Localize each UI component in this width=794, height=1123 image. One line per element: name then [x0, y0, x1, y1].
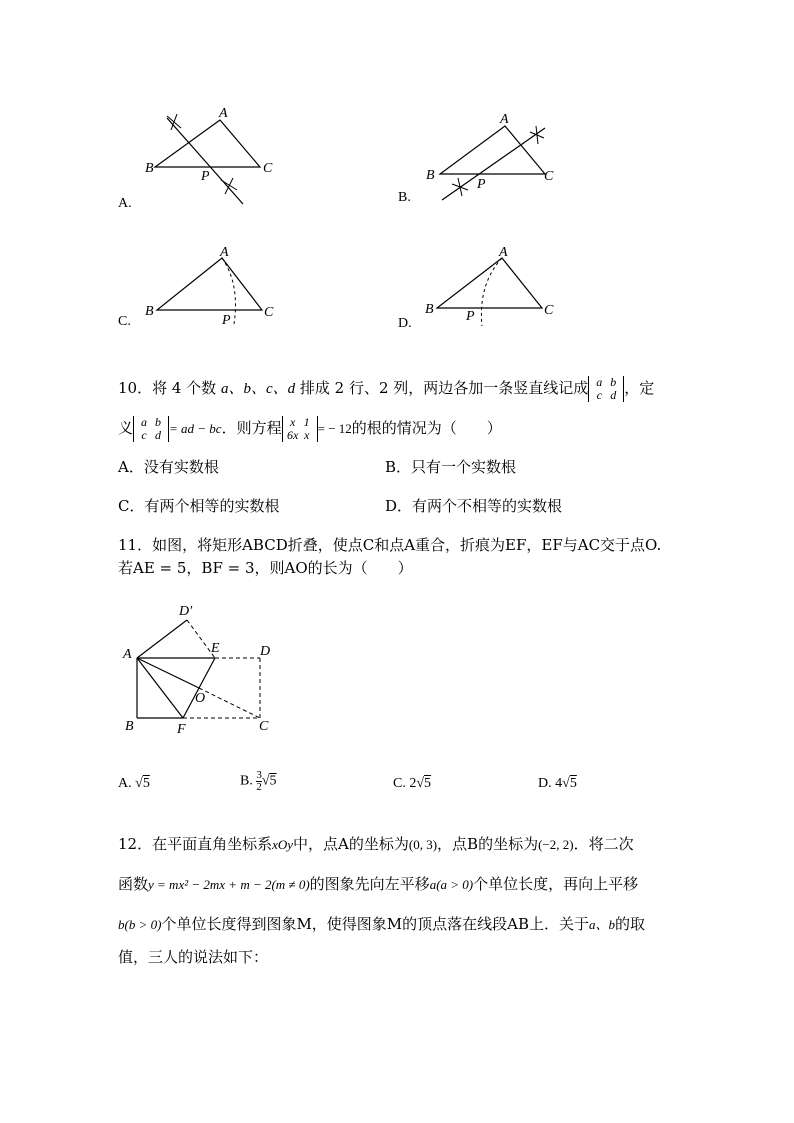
q10-text-f: 的根的情况为（ ） [351, 419, 502, 437]
q10-text-a: 10．将 4 个数 [118, 379, 221, 397]
q12-line1: 12．在平面直角坐标系xOy中，点A的坐标为(0, 3)，点B的坐标为(−2, 2)．将二次 [118, 835, 634, 853]
q10-option-d[interactable]: D．有两个不相等的实数根 [385, 497, 563, 515]
sqrt-icon: √ [135, 776, 143, 791]
label-b: B [426, 168, 435, 183]
label-a: A [219, 106, 228, 121]
label-a: A [123, 647, 132, 662]
q11-option-a[interactable]: A. √5 [118, 776, 150, 791]
triangle-d-svg [420, 244, 570, 334]
q11-option-b[interactable]: B. $\frac{3}{2}$ √5 [240, 769, 277, 793]
label-b: B [145, 161, 154, 176]
q10-formula: = ad − bc [169, 421, 222, 436]
figure-q9-b [420, 106, 580, 216]
label-e: E [211, 641, 220, 656]
label-p: P [222, 313, 231, 328]
triangle-a-svg [115, 100, 275, 220]
label-a: A [500, 112, 509, 127]
label-b: B [425, 302, 434, 317]
q11-option-d[interactable]: D. 4√5 [538, 776, 577, 791]
q12-line2: 函数y = mx² − 2mx + m − 2(m ≠ 0)的图象先向左平移a(a > 0)个单位长度，再向上平移 [118, 875, 639, 893]
label-c: C [263, 161, 273, 176]
figure-q9-a [115, 100, 275, 220]
determinant-equation: x 1 6x x [282, 416, 318, 442]
q10-text-e: ．则方程 [221, 419, 282, 437]
sqrt-icon: √ [416, 776, 425, 791]
label-c: C [259, 719, 269, 734]
label-o: O [195, 691, 206, 706]
option-q9-c[interactable]: C. [118, 314, 131, 329]
label-b: B [145, 304, 154, 319]
q10-eq-rhs: = − 12 [317, 421, 352, 436]
q10-line2 [118, 416, 502, 442]
q11-line1: 11．如图，将矩形ABCD折叠，使点C和点A重合，折痕为EF，EF与AC交于点O. [118, 536, 662, 554]
q10-option-b[interactable]: B．只有一个实数根 [385, 458, 517, 476]
option-q9-b[interactable]: B. [398, 190, 411, 205]
label-a: A [220, 245, 229, 260]
q10-option-c[interactable]: C．有两个相等的实数根 [118, 497, 280, 515]
label-dprime: D′ [179, 604, 193, 619]
option-q9-a[interactable]: A. [118, 196, 132, 211]
label-f: F [177, 722, 186, 737]
q10-text-b: 排成 2 行、2 列，两边各加一条竖直线记成 [295, 379, 589, 397]
q10-option-a[interactable]: A．没有实数根 [118, 458, 219, 476]
label-d: D [260, 644, 271, 659]
figure-q11 [115, 598, 285, 738]
q12-line3: b(b > 0)个单位长度得到图象M，使得图象M的顶点落在线段AB上．关于a、b的取 [118, 915, 646, 933]
q10-text-d: 义 [118, 419, 134, 437]
label-a: A [499, 245, 508, 260]
determinant-abcd: a b c d [133, 416, 169, 442]
label-c: C [264, 305, 274, 320]
q10-vars: a、b、c、d [220, 381, 296, 397]
figure-q9-c [140, 244, 290, 334]
figure-q9-d [420, 244, 570, 334]
sqrt-icon: √ [562, 776, 570, 791]
q11-line2: 若AE = 5，BF = 3，则AO的长为（ ） [118, 559, 413, 577]
q10-line1 [118, 376, 654, 402]
determinant-definition: a b c d [588, 376, 624, 402]
q11-option-c[interactable]: C. 2√5 [393, 776, 432, 791]
option-q9-d[interactable]: D. [398, 316, 412, 331]
label-p: P [466, 309, 475, 324]
rectangle-fold-svg [115, 598, 285, 738]
label-p: P [201, 169, 210, 184]
q12-line4: 值，三人的说法如下： [118, 948, 269, 966]
label-p: P [477, 177, 486, 192]
q10-text-c: ，定 [624, 379, 655, 397]
sqrt-icon: √ [261, 773, 270, 789]
label-b: B [125, 719, 134, 734]
label-c: C [544, 169, 554, 184]
triangle-c-svg [140, 244, 290, 334]
triangle-b-svg [420, 106, 580, 216]
label-c: C [544, 303, 554, 318]
